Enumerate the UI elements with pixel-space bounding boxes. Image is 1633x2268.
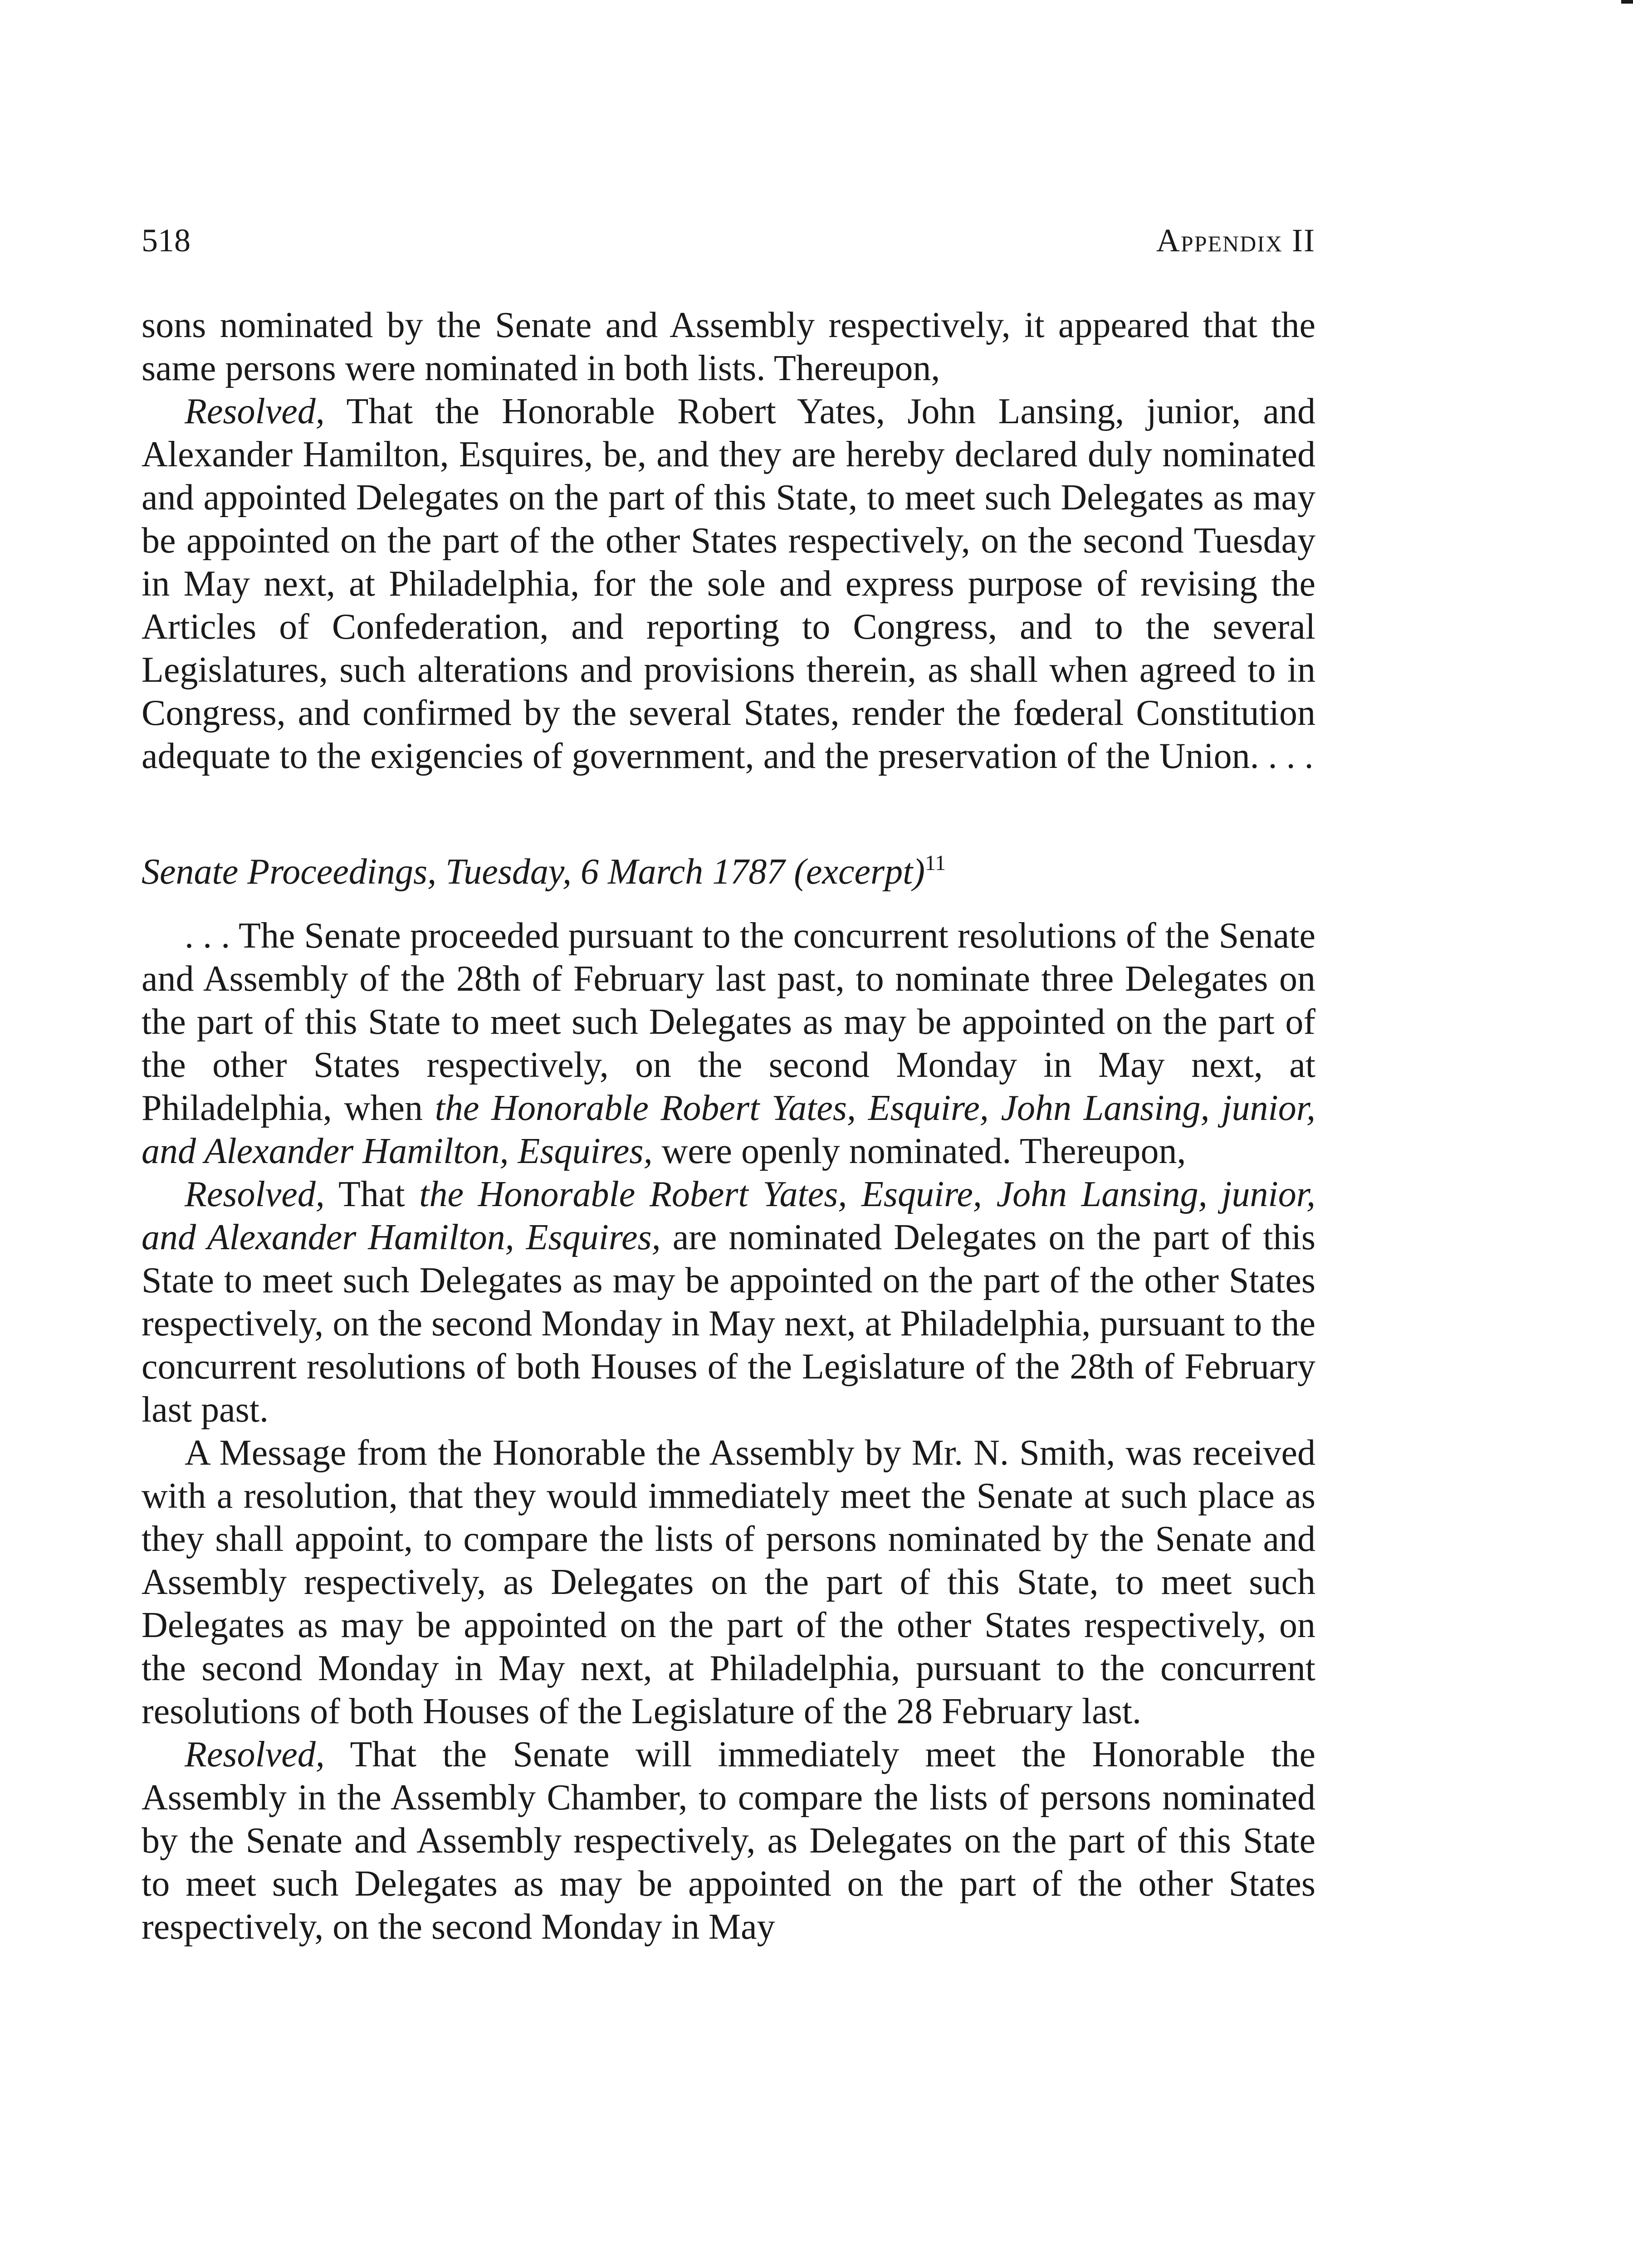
paragraph-text: That — [324, 1174, 420, 1214]
resolved-lead: Resolved, — [185, 1735, 325, 1774]
delegate-names: the Honorable Robert Yates, Esquire, John Lansing, junior, and Alexander Hamilton, Esquires, — [142, 1088, 1316, 1171]
paragraph-text: A Message from the Honorable the Assembly by Mr. N. Smith, was received with a resolution, that they would immediately meet the Senate at such place as they shall appoint, to compare the lists of persons nominated by the Senate and Assembly respectively, as Delegates on the part of this State, to meet such Delegates as may be appointed on the part of the other States respectively, on the second Monday in May next, at Philadelphia, pursuant to the concurrent resolutions of both Houses of the Legislature of the 28 February last. — [142, 1433, 1315, 1731]
resolved-lead: Resolved, — [185, 1174, 325, 1214]
paragraph-continuation — [142, 304, 1315, 390]
delegate-names: the Honorable Robert Yates, Esquire, John Lansing, junior, and Alexander Hamilton, Esquires, — [142, 1174, 1316, 1257]
page-edge-mark — [1621, 0, 1633, 4]
page-header — [142, 213, 1315, 268]
footnote-marker: 11 — [924, 851, 946, 875]
body-text — [142, 304, 1315, 1949]
paragraph-text: That the Honorable Robert Yates, John Lansing, junior, and Alexander Hamilton, Esquires, be, and they are hereby declared duly nominated and appointed Delegates on the part of this State, to meet such Delegates as may be appointed on the part of the other States respectively, on the second Tuesday in May next, at Philadelphia, for the sole and express purpose of revising the Articles of Confederation, and reporting to Congress, and to the several Legislatures, such alterations and provisions therein, as shall when agreed to in Congress, and confirmed by the several States, render the fœderal Constitution adequate to the exigencies of government, and the preservation of the Union. . . . — [142, 391, 1315, 776]
section-heading-text: Senate Proceedings, Tuesday, 6 March 1787 (excerpt) — [142, 852, 925, 892]
paragraph-proceedings — [142, 914, 1315, 1173]
section-heading — [142, 850, 1315, 894]
paragraph-text: . . . The Senate proceeded pursuant to the concurrent resolutions of the Senate and Assembly of the 28th of February last past, to nominate three Delegates on the part of this State to meet such Delegates as may be appointed on the part of the other States respectively, on the second Monday in May next, at Philadelphia, when — [142, 916, 1315, 1128]
paragraph-message — [142, 1432, 1315, 1733]
paragraph-text: That the Senate will immediately meet the Honorable the Assembly in the Assembly Chamber, to compare the lists of persons nominated by the Senate and Assembly respectively, as Delegates on the part of this State to meet such Delegates as may be appointed on the part of the other States respectively, on the second Monday in May — [142, 1735, 1315, 1947]
paragraph-text: sons nominated by the Senate and Assembly respectively, it appeared that the same persons were nominated in both lists. Thereupon, — [142, 305, 1315, 388]
running-head: Appendix II — [1156, 222, 1315, 259]
paragraph-text: were openly nominated. Thereupon, — [652, 1131, 1186, 1171]
page-number: 518 — [142, 222, 191, 259]
resolved-lead: Resolved, — [185, 391, 325, 431]
paragraph-resolution — [142, 390, 1315, 778]
paragraph-resolution — [142, 1733, 1315, 1949]
paragraph-resolution — [142, 1173, 1315, 1432]
paragraph-text: are nominated Delegates on the part of this State to meet such Delegates as may be appointed on the part of the other States respectively, on the second Monday in May next, at Philadelphia, pursuant to the concurrent resolutions of both Houses of the Legislature of the 28th of February last past. — [142, 1217, 1316, 1430]
